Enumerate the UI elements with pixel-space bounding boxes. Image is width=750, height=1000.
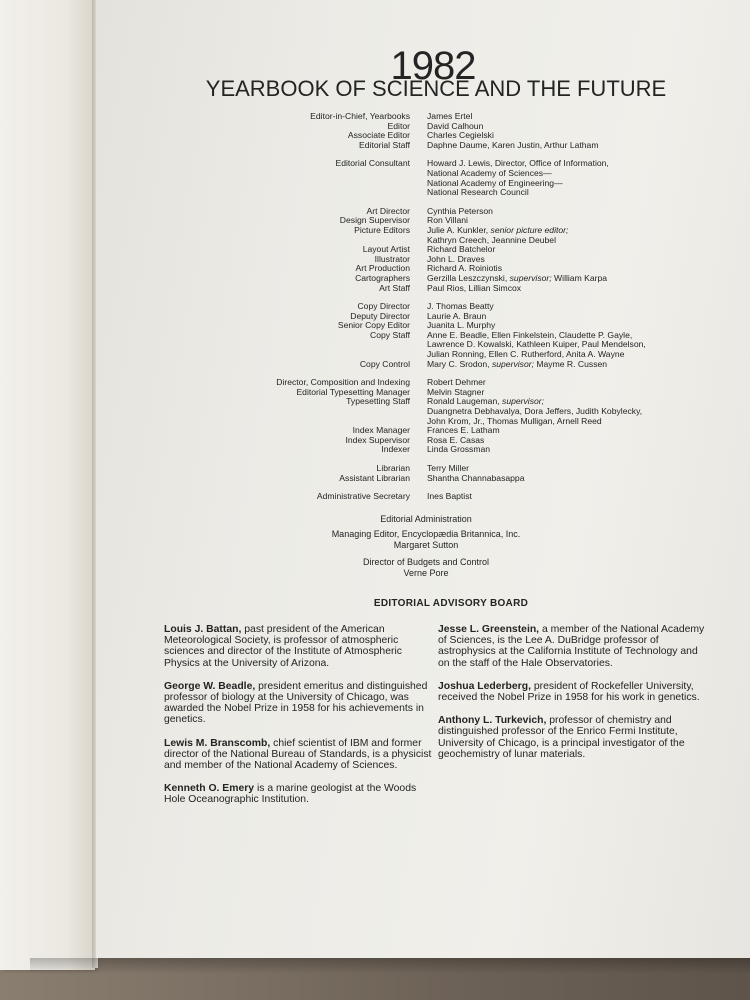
staff-names: Cynthia Peterson	[427, 205, 493, 216]
staff-names: Shantha Channabasappa	[427, 472, 525, 483]
staff-role: Copy Staff	[370, 329, 410, 340]
staff-row	[96, 122, 750, 132]
staff-row	[96, 131, 750, 141]
advisor-description: past president of the American Meteorological Society, is professor of atmospheric sciences and director of the Institute of Atmospheric Physics at the University of Arizona.	[164, 624, 402, 669]
staff-names: Laurie A. Braun	[427, 310, 487, 321]
advisor-name: Kenneth O. Emery	[164, 783, 255, 795]
advisory-bio	[164, 681, 434, 726]
staff-role: Director, Composition and Indexing	[276, 377, 410, 388]
staff-role: Senior Copy Editor	[337, 320, 410, 331]
advisor-description: chief scientist of IBM and former director of the National Bureau of Standards, is a physicist and member of the National Academy of Sciences.	[164, 737, 432, 772]
managing-editor-role: Managing Editor, Encyclopædia Britannica, Inc.	[331, 529, 521, 540]
advisory-bio	[164, 783, 434, 805]
staff-role: Indexer	[381, 444, 410, 455]
staff-role: Index Supervisor	[345, 434, 410, 445]
staff-role: Layout Artist	[362, 244, 410, 255]
staff-names: Charles Cegielski	[427, 130, 494, 141]
staff-row	[96, 331, 750, 360]
staff-row	[96, 159, 750, 197]
staff-role: Assistant Librarian	[339, 472, 410, 483]
advisory-bio	[164, 738, 434, 772]
staff-role: Copy Control	[359, 358, 410, 369]
staff-names: Terry Miller	[427, 463, 470, 473]
staff-row	[96, 378, 750, 388]
staff-row	[96, 302, 750, 312]
staff-role: Illustrator	[374, 253, 410, 264]
staff-role: Design Supervisor	[339, 215, 410, 226]
staff-row	[96, 207, 750, 217]
budget-director-name: Verne Pore	[403, 567, 449, 578]
staff-names: Robert Dehmer	[427, 377, 486, 388]
staff-names: Paul Rios, Lillian Simcox	[427, 282, 522, 293]
staff-names: John L. Draves	[427, 253, 485, 264]
staff-row	[96, 245, 750, 255]
advisory-board-title: EDITORIAL ADVISORY BOARD	[373, 598, 529, 609]
staff-names: James Ertel	[427, 111, 473, 121]
admin-heading: Editorial Administration	[380, 514, 472, 524]
staff-group	[96, 207, 750, 293]
staff-names: David Calhoun	[427, 120, 484, 131]
staff-group	[96, 492, 750, 502]
staff-row	[96, 274, 750, 284]
advisory-board-left-column	[164, 624, 434, 818]
staff-row	[96, 464, 750, 474]
staff-row	[96, 141, 750, 151]
staff-row	[96, 426, 750, 436]
advisor-name: George W. Beadle,	[164, 680, 256, 692]
staff-group	[96, 302, 750, 369]
staff-credits	[96, 112, 750, 511]
advisor-description: president of Rockefeller University, received the Nobel Prize in 1958 for his work in genetics.	[438, 680, 700, 704]
staff-row	[96, 264, 750, 274]
advisory-bio	[164, 624, 434, 669]
staff-row	[96, 436, 750, 446]
staff-role: Editorial Consultant	[335, 158, 410, 169]
advisor-name: Anthony L. Turkevich,	[438, 715, 547, 727]
staff-title-italic: supervisor;	[491, 358, 534, 369]
staff-group	[96, 464, 750, 483]
advisor-name: Jesse L. Greenstein,	[438, 624, 540, 635]
staff-group	[96, 378, 750, 455]
staff-title-italic: supervisor;	[502, 396, 545, 407]
staff-role: Index Manager	[352, 425, 410, 436]
staff-row	[96, 397, 750, 426]
staff-role: Editorial Typesetting Manager	[296, 386, 410, 397]
staff-role: Associate Editor	[347, 130, 410, 141]
staff-names: Richard A. Roiniotis	[427, 263, 502, 274]
left-page-edge	[0, 0, 95, 970]
managing-editor-name: Margaret Sutton	[393, 539, 459, 550]
staff-row	[96, 255, 750, 265]
staff-names: Rosa E. Casas	[427, 434, 485, 445]
advisor-description: a member of the National Academy of Sciences, is the Lee A. DuBridge professor of astrophysics at the California Institute of Technology and on the staff of the Hale Observatories.	[438, 624, 705, 669]
advisor-name: Lewis M. Branscomb,	[164, 737, 271, 749]
staff-names: Ronald Laugeman, supervisor; Duangnetra Debhavalya, Dora Jeffers, Judith Kobylecky, John Krom, Jr., Thomas Mulligan, Arnell Reed	[427, 396, 643, 426]
staff-row	[96, 492, 750, 502]
staff-names: J. Thomas Beatty	[427, 301, 494, 312]
staff-names: Ines Baptist	[427, 491, 472, 502]
staff-row	[96, 312, 750, 322]
staff-names: Anne E. Beadle, Ellen Finkelstein, Claudette P. Gayle, Lawrence D. Kowalski, Kathleen Kuiper, Paul Mendelson, Julian Ronning, Ellen C. Rutherford, Anita A. Wayne	[427, 329, 646, 360]
advisory-bio	[438, 624, 708, 669]
staff-names: Juanita L. Murphy	[427, 320, 496, 331]
advisory-bio	[438, 681, 708, 703]
staff-names: Julie A. Kunkler, senior picture editor; Kathryn Creech, Jeannine Deubel	[427, 224, 569, 245]
staff-title-italic: supervisor;	[509, 272, 552, 283]
staff-role: Administrative Secretary	[316, 491, 410, 502]
staff-row	[96, 445, 750, 455]
staff-row	[96, 112, 750, 122]
staff-names: Gerzilla Leszczynski, supervisor; William Karpa	[427, 272, 608, 283]
advisor-name: Joshua Lederberg,	[438, 680, 531, 692]
advisory-bio	[438, 715, 708, 760]
staff-names: Melvin Stagner	[427, 386, 485, 397]
budget-director-role: Director of Budgets and Control	[362, 557, 490, 568]
staff-names: Mary C. Srodon, supervisor; Mayme R. Cussen	[427, 358, 608, 369]
staff-names: Ron Villani	[427, 215, 468, 226]
editorial-administration	[96, 514, 750, 578]
staff-role: Editorial Staff	[359, 139, 410, 150]
staff-row	[96, 284, 750, 294]
masthead-page	[96, 0, 750, 958]
advisor-description: professor of chemistry and distinguished professor of the Enrico Fermi Institute, University of Chicago, is a principal investigator of the geochemistry of lunar materials.	[438, 715, 685, 760]
staff-names: Daphne Daume, Karen Justin, Arthur Latham	[427, 139, 599, 150]
staff-role: Librarian	[376, 463, 410, 473]
staff-names: Linda Grossman	[427, 444, 491, 455]
page-shadow	[30, 958, 750, 974]
staff-row	[96, 226, 750, 245]
edition-year: 1982	[390, 44, 476, 88]
staff-role: Art Director	[366, 205, 410, 216]
staff-row	[96, 321, 750, 331]
staff-role: Editor-in-Chief, Yearbooks	[310, 111, 410, 121]
staff-row	[96, 216, 750, 226]
advisor-description: is a marine geologist at the Woods Hole Oceanographic Institution.	[164, 783, 417, 806]
staff-title-italic: senior picture editor;	[490, 224, 569, 235]
staff-role: Copy Director	[357, 301, 410, 312]
staff-role: Art Staff	[379, 282, 410, 293]
advisor-description: president emeritus and distinguished professor of biology at the University of Chicago, was awarded the Nobel Prize in 1958 for his achievements in genetics.	[164, 680, 428, 726]
advisory-board-right-column	[438, 624, 708, 772]
staff-names: Richard Batchelor	[427, 244, 496, 255]
advisor-name: Louis J. Battan,	[164, 624, 242, 635]
staff-role: Cartographers	[355, 272, 410, 283]
staff-role: Editor	[387, 120, 410, 131]
book-title: YEARBOOK OF SCIENCE AND THE FUTURE	[205, 76, 667, 101]
staff-role: Deputy Director	[350, 310, 410, 321]
staff-names: Howard J. Lewis, Director, Office of Information, National Academy of Sciences— National Academy of Engineering— National Research Council	[427, 158, 609, 198]
staff-row	[96, 474, 750, 484]
staff-names: Frances E. Latham	[427, 425, 500, 436]
staff-row	[96, 388, 750, 398]
staff-role: Typesetting Staff	[346, 396, 410, 407]
staff-row	[96, 360, 750, 370]
staff-group	[96, 159, 750, 197]
staff-role: Picture Editors	[354, 224, 410, 235]
staff-group	[96, 112, 750, 150]
staff-role: Art Production	[355, 263, 410, 274]
